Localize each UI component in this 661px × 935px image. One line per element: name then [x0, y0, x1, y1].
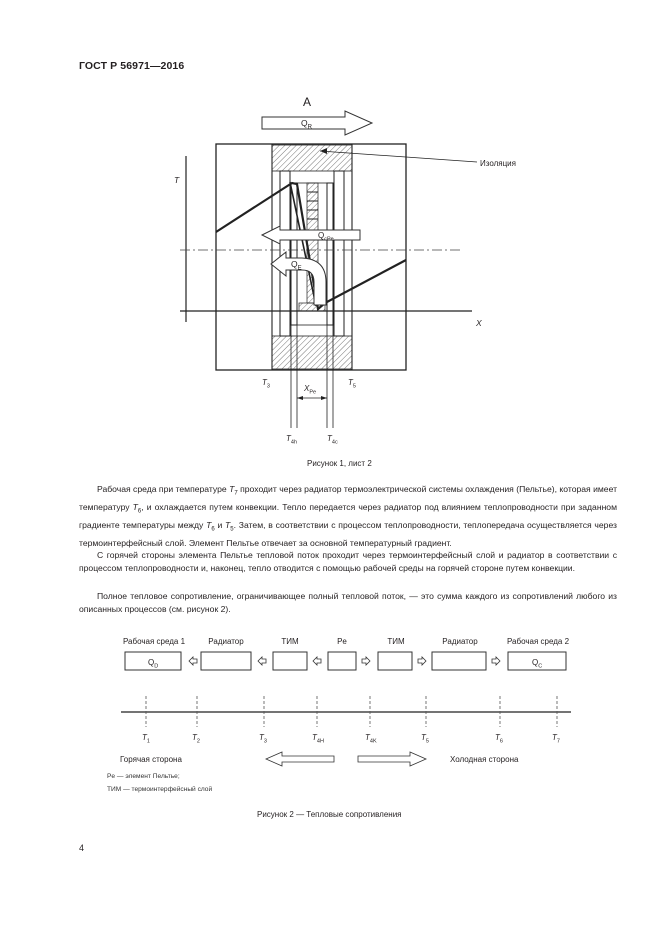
note-tim: ТИМ — термоинтерфейсный слой	[107, 786, 213, 793]
cold-side-arrow	[358, 752, 426, 766]
hot-side-label: Горячая сторона	[120, 755, 182, 764]
arrow-left-2	[258, 657, 266, 665]
t4k-label: $T_{4K}$	[365, 733, 377, 745]
label-radiator-1: Радиатор	[208, 637, 244, 646]
t4h-label-2: $T_{4H}$	[312, 733, 324, 745]
box-tim-2	[378, 652, 412, 670]
figure-1-caption: Рисунок 1, лист 2	[307, 459, 372, 468]
page-number: 4	[79, 843, 85, 853]
t5-label-2: $T_5$	[421, 733, 429, 745]
insulation-top	[272, 145, 352, 171]
t6-label: $T_6$	[495, 733, 503, 745]
figure-2-diagram	[0, 630, 661, 825]
label-tim-1: ТИМ	[281, 637, 299, 646]
xpe-label: $X_{Pe}$	[304, 384, 317, 396]
arrow-left-1	[189, 657, 197, 665]
cold-side-label: Холодная сторона	[450, 755, 519, 764]
arrow-left-3	[313, 657, 321, 665]
arrow-right-1	[362, 657, 370, 665]
qc-label: $Q_C$	[532, 658, 543, 670]
axis-x-label: X	[476, 318, 482, 328]
label-medium-2: Рабочая среда 2	[506, 637, 570, 646]
qd-label: $Q_D$	[148, 658, 159, 670]
paragraph-1: Рабочая среда при температуре $T_7$ проходит через радиатор термоэлектрической системы охлаждения (Пельтье), которая имеет температуру $T_6$, и охлаждается путем конвекции. Тепло передается через радиатор под влиянием теплопроводности при заданном градиенте температуры между $T_6$ и $T_5$. Затем, в соответствии с процессом теплопроводности, теплопередача осуществляется через термоинтерфейсный слой. Элемент Пельтье отвечает за основной температурный градиент.	[79, 484, 618, 548]
t5-label: $T_5$	[348, 378, 356, 390]
qr-label: $Q_R$	[301, 118, 312, 131]
hot-side-arrow	[266, 752, 334, 766]
axis-t-label: T	[174, 175, 180, 185]
t4h-label: $T_{4h}$	[286, 434, 298, 446]
arrow-right-3	[492, 657, 500, 665]
qe-label: $Q_E$	[291, 259, 302, 272]
label-tim-2: ТИМ	[387, 637, 405, 646]
note-pe: Pe — элемент Пельтье;	[107, 773, 180, 780]
insulation-bottom	[272, 336, 352, 369]
figure-2-caption: Рисунок 2 — Тепловые сопротивления	[257, 810, 402, 819]
box-radiator-1	[201, 652, 251, 670]
view-label: A	[303, 95, 312, 109]
qcpe-label: $Q_{cPe}$	[318, 231, 334, 243]
tim-right	[327, 183, 333, 325]
t4c-label: $T_{4c}$	[327, 434, 338, 446]
t1-label: $T_1$	[142, 733, 150, 745]
arrow-right-2	[418, 657, 426, 665]
box-tim-1	[273, 652, 307, 670]
paragraph-2: С горячей стороны элемента Пельтье тепловой поток проходит через термоинтерфейсный слой и радиатор в соответствии с процессом теплопроводности и, наконец, тепло отводится с помощью рабочей среды на горячей стороне путем конвекции.	[79, 550, 617, 574]
box-radiator-2	[432, 652, 486, 670]
t3-label: $T_3$	[262, 378, 270, 390]
t3-label-2: $T_3$	[259, 733, 267, 745]
insulation-label: Изоляция	[480, 159, 516, 168]
paragraph-3: Полное тепловое сопротивление, ограничивающее полный тепловой поток, — это сумма каждого из сопротивлений любого из описанных процессов (см. рисунок 2).	[79, 591, 617, 615]
t7-label: $T_7$	[552, 733, 560, 745]
label-pe: Pe	[337, 637, 347, 646]
label-radiator-2: Радиатор	[442, 637, 478, 646]
qr-arrow	[262, 111, 372, 135]
t2-label: $T_2$	[192, 733, 200, 745]
standard-header: ГОСТ Р 56971—2016	[79, 60, 185, 72]
box-pe	[328, 652, 356, 670]
label-medium-1: Рабочая среда 1	[122, 637, 186, 646]
